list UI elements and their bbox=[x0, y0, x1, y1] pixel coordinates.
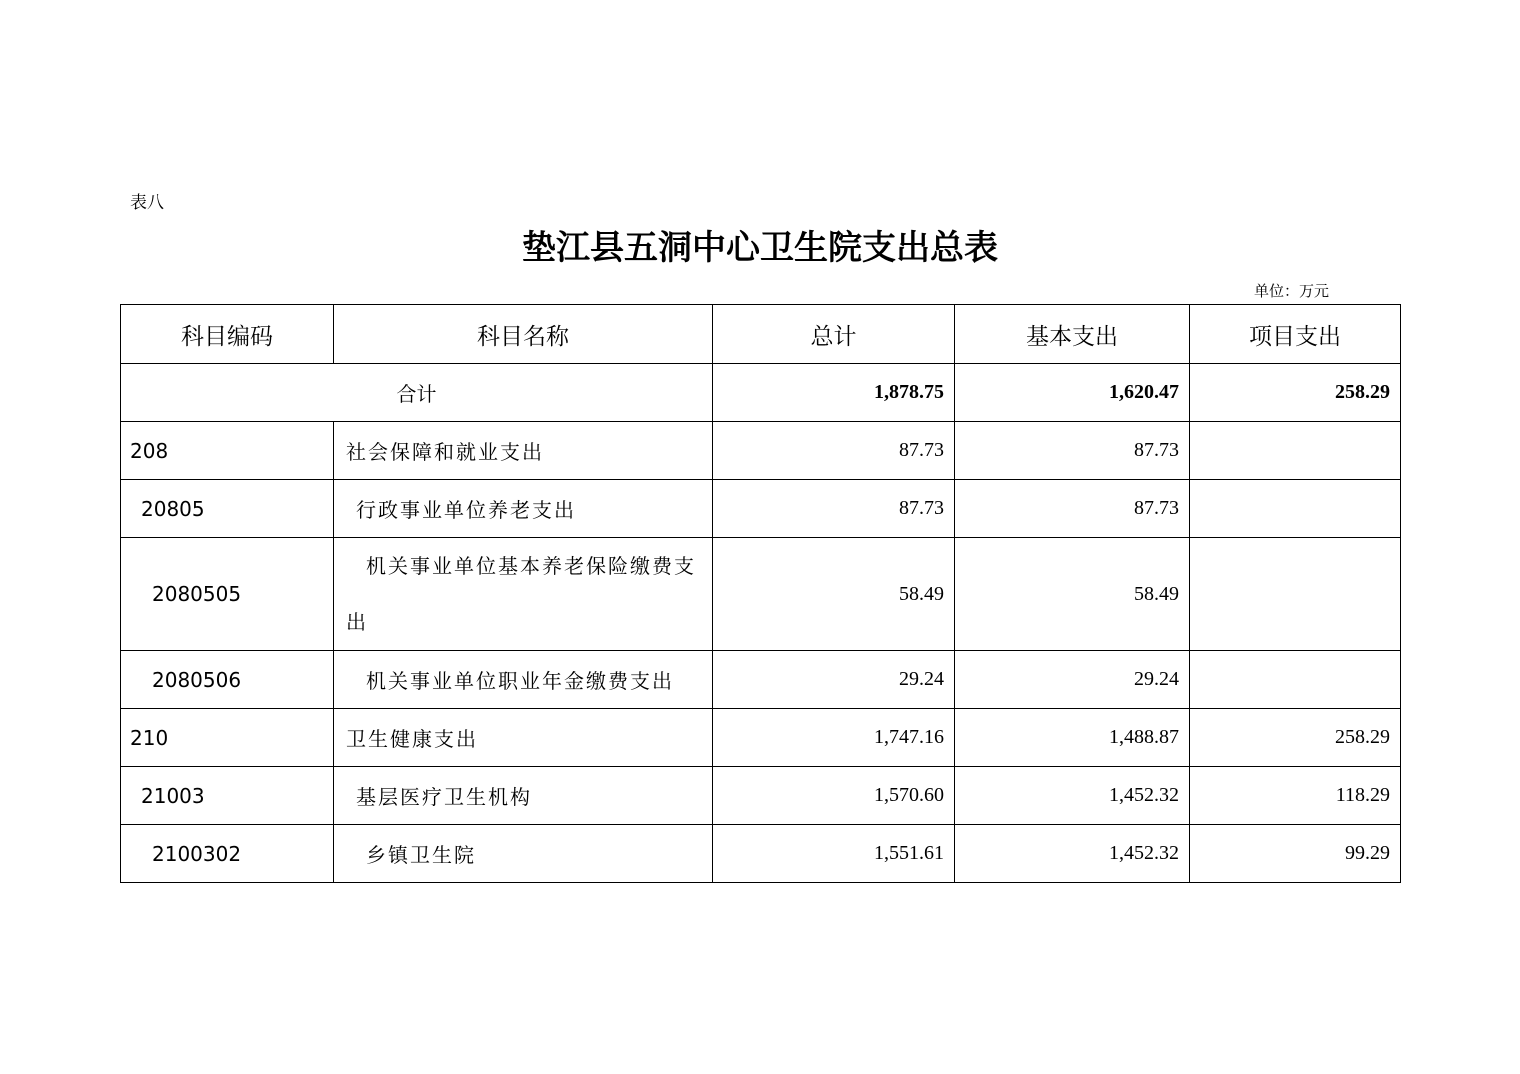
row-total: 58.49 bbox=[713, 538, 955, 651]
row-total: 1,747.16 bbox=[713, 709, 955, 767]
row-basic: 1,452.32 bbox=[955, 825, 1190, 883]
row-code: 20805 bbox=[121, 480, 334, 538]
row-total: 29.24 bbox=[713, 651, 955, 709]
row-name: 机关事业单位基本养老保险缴费支出 bbox=[334, 538, 713, 651]
table-row bbox=[121, 709, 1401, 767]
row-code: 210 bbox=[121, 709, 334, 767]
total-label: 合计 bbox=[121, 364, 713, 422]
table-row bbox=[121, 825, 1401, 883]
row-basic: 87.73 bbox=[955, 480, 1190, 538]
unit-label: 单位：万元 bbox=[1254, 282, 1330, 300]
header-name: 科目名称 bbox=[334, 305, 713, 364]
row-name: 机关事业单位职业年金缴费支出 bbox=[334, 651, 713, 709]
row-code: 21003 bbox=[121, 767, 334, 825]
table-row bbox=[121, 538, 1401, 651]
table-row bbox=[121, 651, 1401, 709]
page-title: 垫江县五洞中心卫生院支出总表 bbox=[522, 228, 998, 268]
header-code: 科目编码 bbox=[121, 305, 334, 364]
header-basic: 基本支出 bbox=[955, 305, 1190, 364]
total-project: 258.29 bbox=[1190, 364, 1401, 422]
total-basic: 1,620.47 bbox=[955, 364, 1190, 422]
row-project: 258.29 bbox=[1190, 709, 1401, 767]
row-basic: 29.24 bbox=[955, 651, 1190, 709]
expenditure-table bbox=[120, 304, 1401, 883]
row-total: 1,551.61 bbox=[713, 825, 955, 883]
table-row bbox=[121, 480, 1401, 538]
header-total: 总计 bbox=[713, 305, 955, 364]
row-project bbox=[1190, 422, 1401, 480]
header-row bbox=[121, 305, 1401, 364]
row-name: 基层医疗卫生机构 bbox=[334, 767, 713, 825]
table-row bbox=[121, 422, 1401, 480]
row-name: 行政事业单位养老支出 bbox=[334, 480, 713, 538]
row-name: 社会保障和就业支出 bbox=[334, 422, 713, 480]
row-code: 2080505 bbox=[121, 538, 334, 651]
row-total: 87.73 bbox=[713, 480, 955, 538]
row-code: 2080506 bbox=[121, 651, 334, 709]
header-project: 项目支出 bbox=[1190, 305, 1401, 364]
total-row bbox=[121, 364, 1401, 422]
row-basic: 1,452.32 bbox=[955, 767, 1190, 825]
row-project: 118.29 bbox=[1190, 767, 1401, 825]
row-name: 乡镇卫生院 bbox=[334, 825, 713, 883]
total-sum: 1,878.75 bbox=[713, 364, 955, 422]
row-basic: 87.73 bbox=[955, 422, 1190, 480]
row-total: 87.73 bbox=[713, 422, 955, 480]
row-name: 卫生健康支出 bbox=[334, 709, 713, 767]
row-total: 1,570.60 bbox=[713, 767, 955, 825]
row-project bbox=[1190, 538, 1401, 651]
row-project bbox=[1190, 480, 1401, 538]
row-project: 99.29 bbox=[1190, 825, 1401, 883]
row-basic: 58.49 bbox=[955, 538, 1190, 651]
table-row bbox=[121, 767, 1401, 825]
table-number-label: 表八 bbox=[130, 193, 164, 213]
row-code: 208 bbox=[121, 422, 334, 480]
row-project bbox=[1190, 651, 1401, 709]
row-basic: 1,488.87 bbox=[955, 709, 1190, 767]
row-code: 2100302 bbox=[121, 825, 334, 883]
